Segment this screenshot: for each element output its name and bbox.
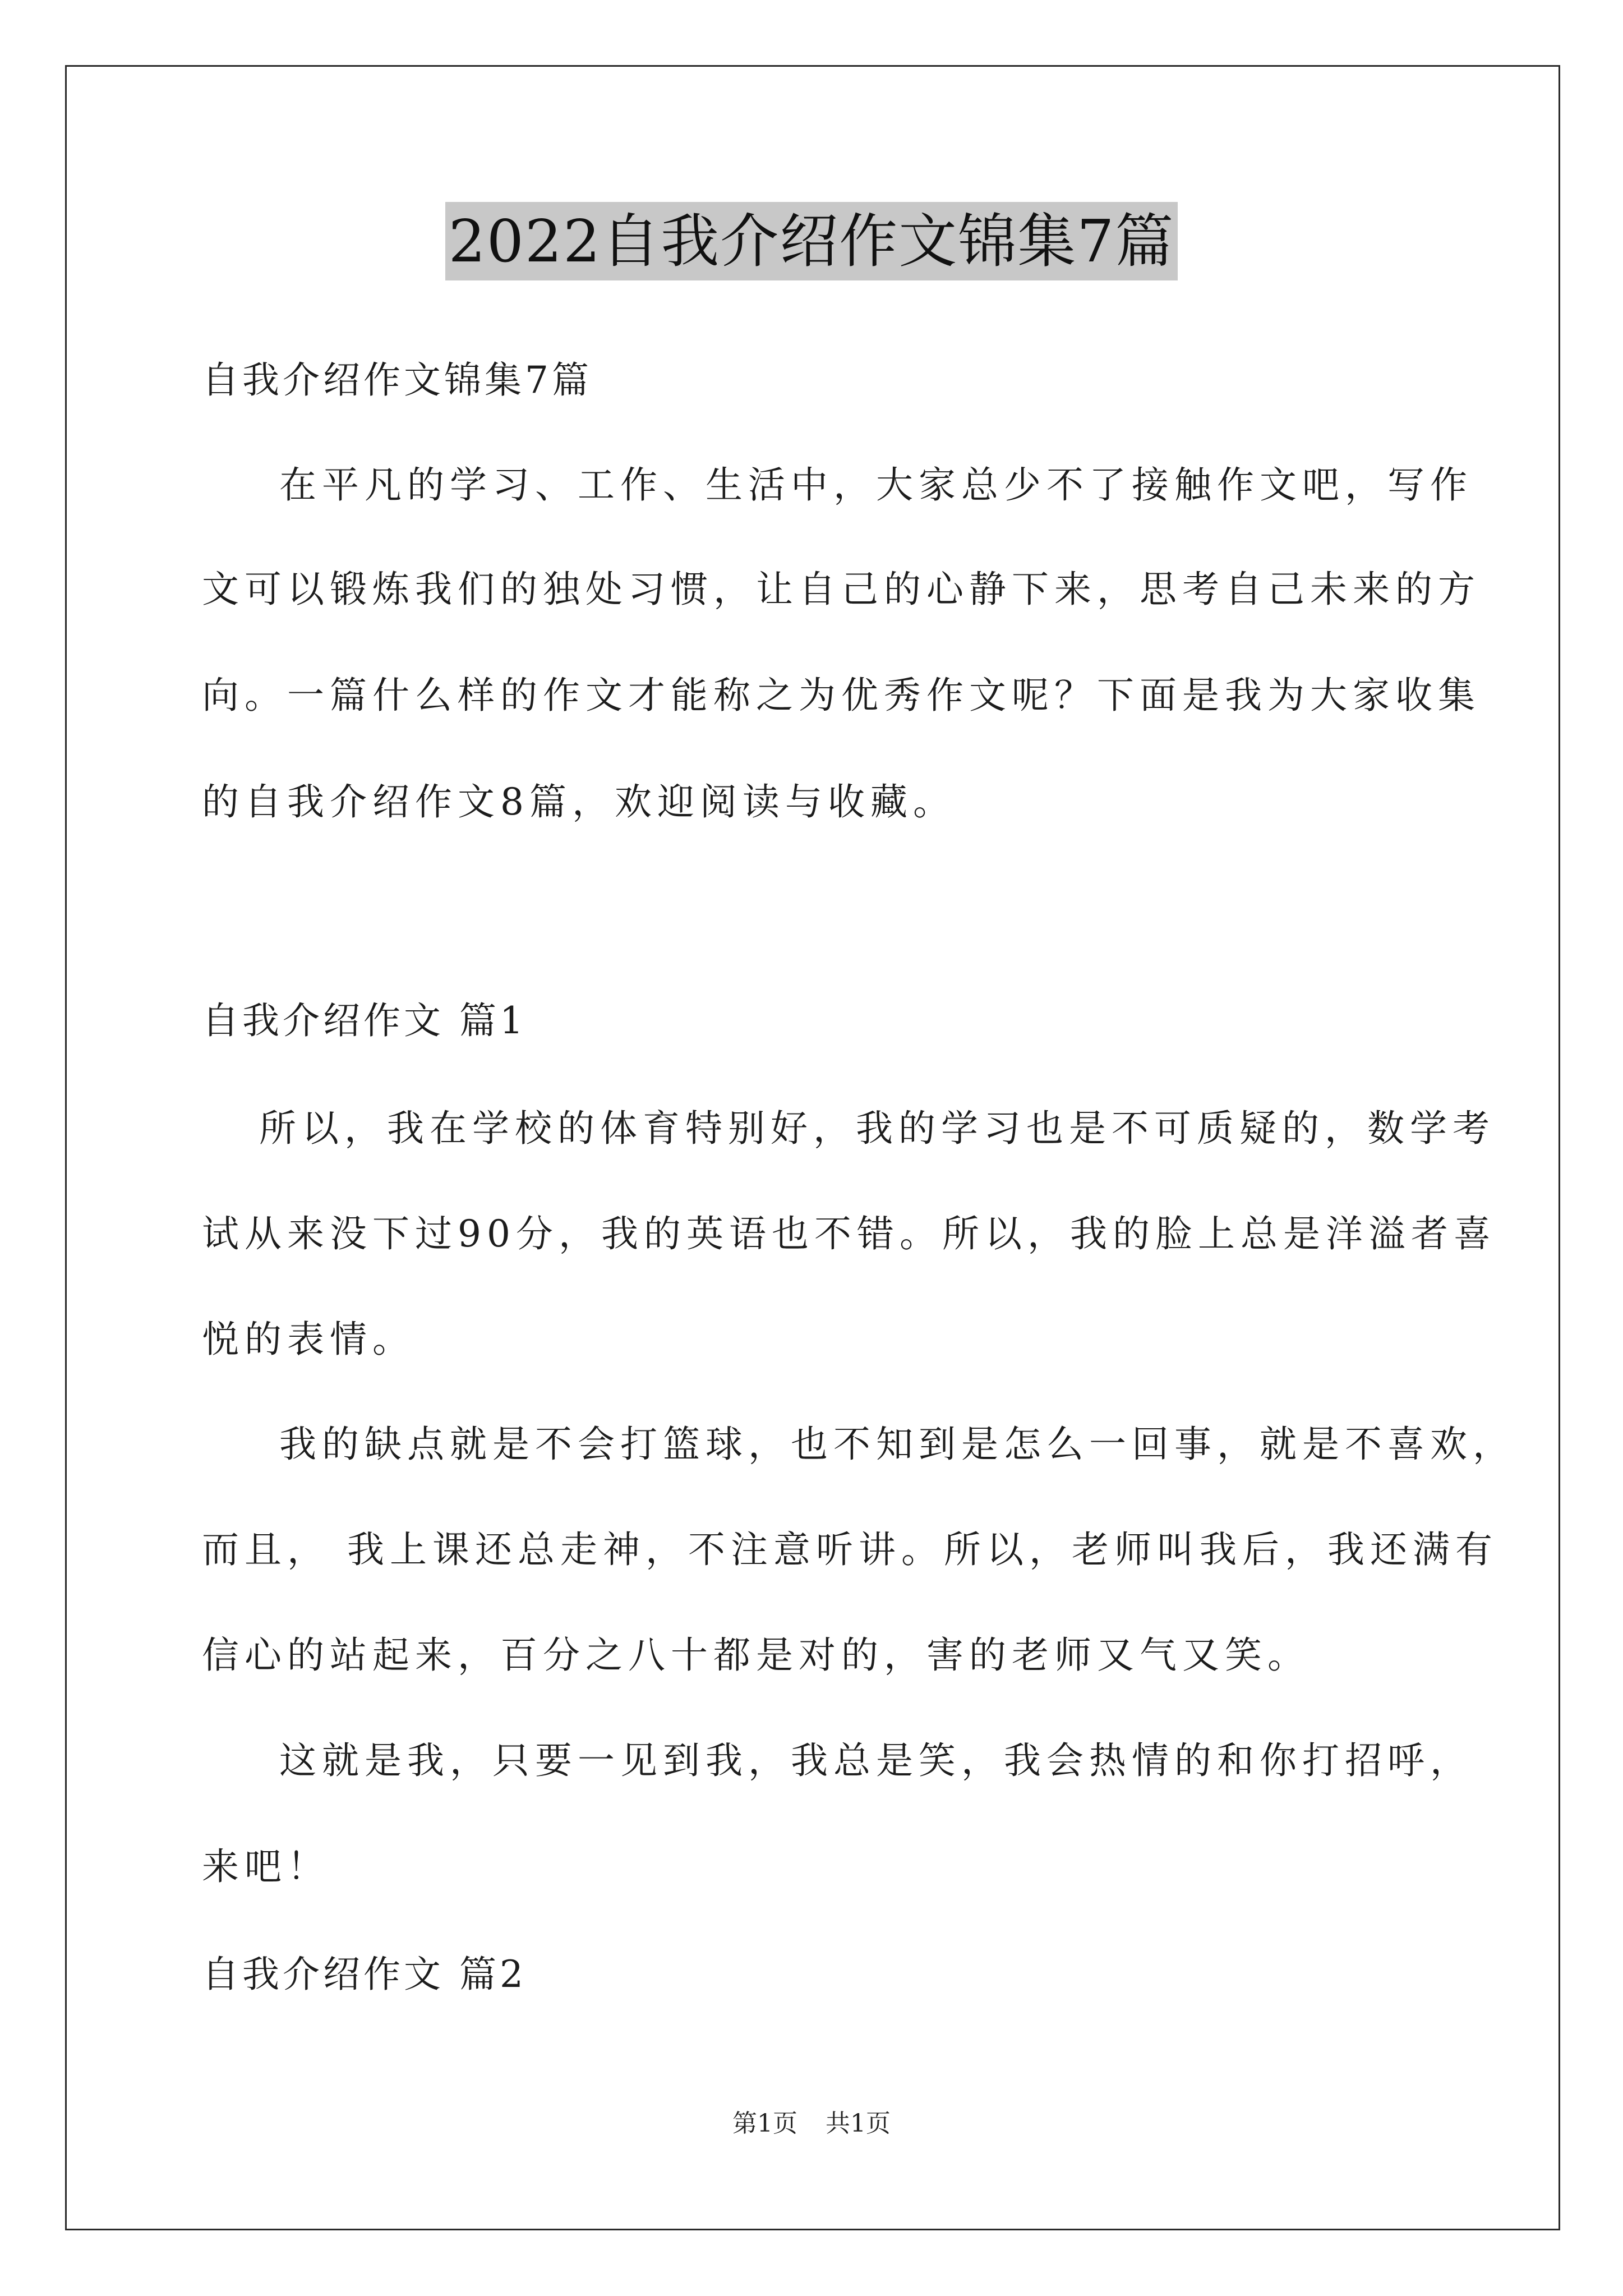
intro-line: 文可以锻炼我们的独处习惯，让自己的心静下来，思考自己未来的方: [202, 568, 1481, 611]
section1-line: 我的缺点就是不会打篮球，也不知到是怎么一回事，就是不喜欢，: [279, 1423, 1515, 1466]
section1-line: 试从来没下过90分，我的英语也不错。所以，我的脸上总是洋溢者喜: [202, 1212, 1496, 1255]
title-block: [0, 202, 1623, 280]
section1-line: 这就是我，只要一见到我，我总是笑，我会热情的和你打招呼，: [279, 1739, 1473, 1782]
section1-line: 来吧！: [202, 1845, 330, 1888]
section1-line: 所以，我在学校的体育特别好，我的学习也是不可质疑的，数学考: [259, 1107, 1495, 1150]
intro-line: 在平凡的学习、工作、生活中，大家总少不了接触作文吧，写作: [279, 463, 1473, 507]
page-footer: [0, 2107, 1623, 2141]
page-number: 第1页: [732, 2109, 797, 2138]
page-total: 共1页: [826, 2109, 891, 2138]
section1-line: 信心的站起来，百分之八十都是对的，害的老师又气又笑。: [202, 1634, 1310, 1677]
section1-line: 而且， 我上课还总走神，不注意听讲。所以，老师叫我后，我还满有: [202, 1528, 1498, 1571]
section-heading-2: 自我介绍作文 篇2: [202, 1953, 527, 1996]
document-title: 2022自我介绍作文锦集7篇: [445, 202, 1178, 280]
section-heading-1: 自我介绍作文 篇1: [202, 999, 527, 1042]
section1-line: 悦的表情。: [202, 1318, 415, 1361]
intro-line: 向。一篇什么样的作文才能称之为优秀作文呢？下面是我为大家收集: [202, 674, 1481, 717]
intro-line: 的自我介绍作文8篇，欢迎阅读与收藏。: [202, 780, 956, 823]
document-subtitle: 自我介绍作文锦集7篇: [202, 358, 592, 402]
